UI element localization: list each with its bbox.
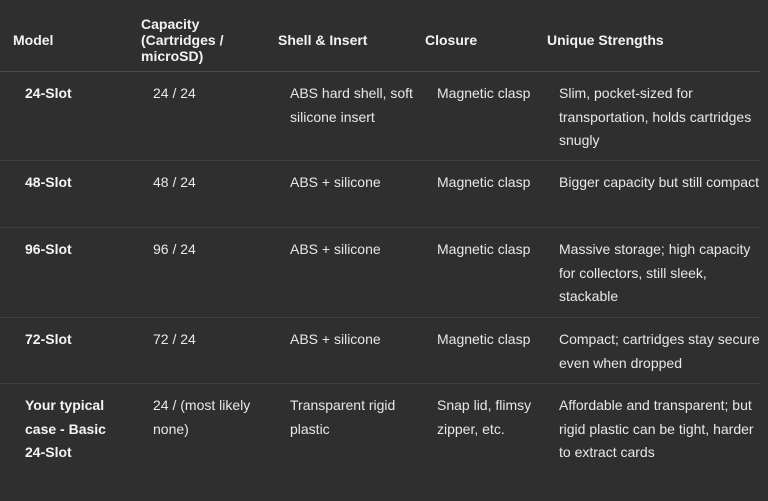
table-row	[0, 318, 760, 384]
header-shell-insert: Shell & Insert	[278, 32, 368, 48]
cell-shell: ABS hard shell, soft silicone insert	[290, 85, 413, 125]
table-row	[0, 161, 760, 228]
cell-model: 48-Slot	[25, 174, 72, 190]
cell-capacity: 24 / 24	[153, 85, 196, 101]
cell-closure: Magnetic clasp	[437, 331, 531, 347]
cell-closure: Magnetic clasp	[437, 85, 531, 101]
cell-shell: Transparent rigid plastic	[290, 397, 396, 437]
header-closure: Closure	[425, 32, 478, 48]
header-capacity: Capacity (Cartridges / microSD)	[141, 16, 224, 64]
table-row	[0, 384, 760, 484]
cell-closure: Snap lid, flimsy zipper, etc.	[437, 397, 532, 437]
cell-model: 72-Slot	[25, 331, 72, 347]
cell-shell: ABS + silicone	[290, 174, 381, 190]
cell-model: 24-Slot	[25, 85, 72, 101]
cell-capacity: 48 / 24	[153, 174, 196, 190]
cell-strengths: Slim, pocket-sized for transportation, holds cartridges snugly	[559, 85, 752, 148]
cell-shell: ABS + silicone	[290, 331, 381, 347]
cell-strengths: Compact; cartridges stay secure even when dropped	[559, 331, 760, 371]
cell-capacity: 72 / 24	[153, 331, 196, 347]
cell-closure: Magnetic clasp	[437, 241, 531, 257]
cell-capacity: 96 / 24	[153, 241, 196, 257]
table-row	[0, 72, 760, 161]
table-header	[0, 0, 760, 72]
cell-shell: ABS + silicone	[290, 241, 381, 257]
cell-strengths: Bigger capacity but still compact	[559, 174, 759, 190]
cell-model: 96-Slot	[25, 241, 72, 257]
cell-capacity: 24 / (most likely none)	[153, 397, 251, 437]
cell-closure: Magnetic clasp	[437, 174, 531, 190]
cell-strengths: Massive storage; high capacity for collectors, still sleek, stackable	[559, 241, 751, 304]
header-model: Model	[13, 32, 54, 48]
cell-strengths: Affordable and transparent; but rigid plastic can be tight, harder to extract cards	[559, 397, 754, 460]
cell-model: Your typical case - Basic 24-Slot	[25, 397, 106, 460]
table-row	[0, 228, 760, 318]
header-unique-strengths: Unique Strengths	[547, 32, 664, 48]
